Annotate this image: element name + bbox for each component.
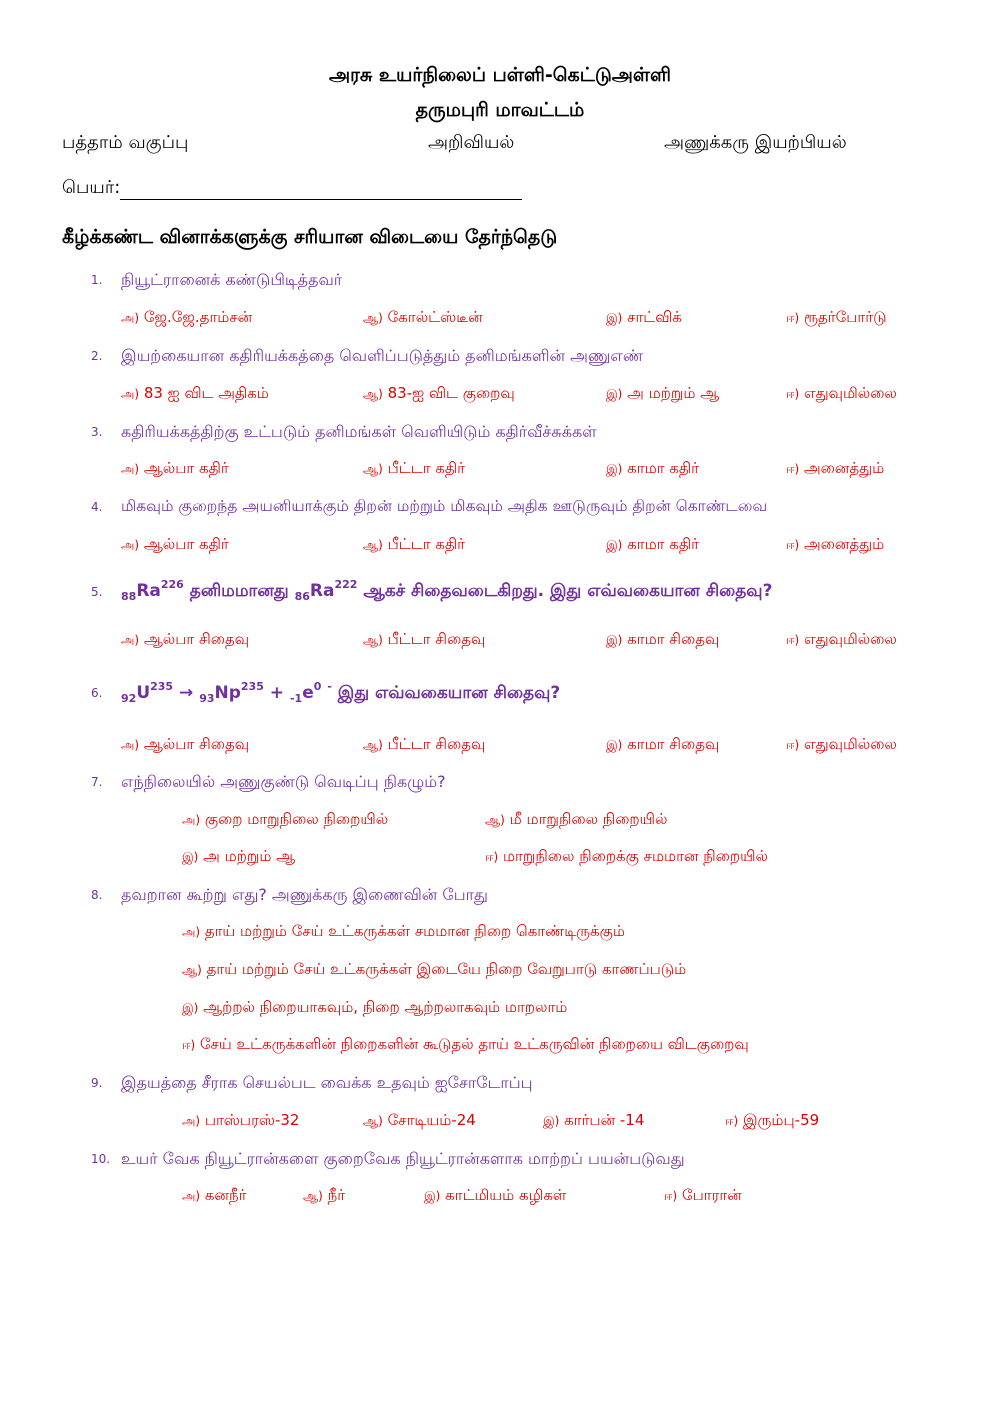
question-text: தவறான கூற்று எது? அணுக்கரு இணைவின் போது	[121, 885, 488, 904]
option-a[interactable]: அ) ஆல்பா சிதைவு	[121, 735, 250, 753]
name-blank-line[interactable]	[120, 183, 522, 200]
question-text: $_{92}U^{235} \to _{93}Np^{235} + _{-1}e^0$ - இது எவ்வகையான சிதைவு?	[121, 680, 561, 705]
option-b[interactable]: ஆ) பீட்டா கதிர்	[363, 459, 466, 477]
name-field[interactable]	[62, 177, 522, 200]
option-d[interactable]: ஈ) போரான்	[664, 1186, 742, 1204]
option-a[interactable]: அ) ஆல்பா கதிர்	[121, 535, 229, 553]
question-text: கதிரியக்கத்திற்கு உட்படும் தனிமங்கள் வெளியிடும் கதிர்வீச்சுக்கள்	[121, 422, 597, 441]
option-c[interactable]: இ) காமா கதிர்	[606, 535, 699, 553]
option-c[interactable]: இ) காமா சிதைவு	[606, 630, 720, 648]
name-label: பெயர்:	[62, 177, 121, 198]
topic-label: அணுக்கரு இயற்பியல்	[664, 132, 847, 153]
option-d[interactable]: ஈ) அனைத்தும்	[786, 535, 885, 553]
option-d[interactable]: ஈ) அனைத்தும்	[786, 459, 885, 477]
question-number: 5.	[91, 585, 103, 599]
option-c[interactable]: இ) சாட்விக்	[606, 308, 682, 326]
option-b[interactable]: ஆ) 83-ஐ விட குறைவு	[363, 384, 515, 402]
option-d[interactable]: ஈ) எதுவுமில்லை	[786, 384, 897, 402]
question-text: இதயத்தை சீராக செயல்பட வைக்க உதவும் ஐசோடோப்பு	[121, 1073, 533, 1092]
instruction: கீழ்க்கண்ட வினாக்களுக்கு சரியான விடையை தேர்ந்தெடு	[62, 226, 558, 248]
option-c[interactable]: இ) அ மற்றும் ஆ	[606, 384, 720, 402]
question-text: நியூட்ரானைக் கண்டுபிடித்தவர்	[121, 270, 343, 289]
option-b[interactable]: ஆ) கோல்ட்ஸ்டீன்	[363, 308, 483, 326]
option-a[interactable]: அ) ஆல்பா கதிர்	[121, 459, 229, 477]
option-a[interactable]: அ) கனநீர்	[182, 1186, 247, 1204]
option-c[interactable]: இ) காமா சிதைவு	[606, 735, 720, 753]
school-name: அரசு உயர்நிலைப் பள்ளி-கெட்டுஅள்ளி	[328, 64, 672, 86]
option-a[interactable]: அ) தாய் மற்றும் சேய் உட்கருக்கள் சமமான நிறை கொண்டிருக்கும்	[182, 922, 625, 940]
option-b[interactable]: ஆ) நீர்	[303, 1186, 346, 1204]
question-number: 10.	[91, 1152, 111, 1166]
option-d[interactable]: ஈ) சேய் உட்கருக்களின் நிறைகளின் கூடுதல் தாய் உட்கருவின் நிறையை விடகுறைவு	[182, 1035, 749, 1053]
option-b[interactable]: ஆ) பீட்டா சிதைவு	[363, 630, 486, 648]
option-a[interactable]: அ) பாஸ்பரஸ்-32	[182, 1111, 300, 1129]
option-c[interactable]: இ) காமா கதிர்	[606, 459, 699, 477]
option-a[interactable]: அ) குறை மாறுநிலை நிறையில்	[182, 810, 389, 828]
question-number: 1.	[91, 273, 103, 287]
question-text: உயர் வேக நியூட்ரான்களை குறைவேக நியூட்ரான்களாக மாற்றப் பயன்படுவது	[121, 1149, 685, 1168]
option-d[interactable]: ஈ) இரும்பு-59	[725, 1111, 820, 1129]
option-b[interactable]: ஆ) பீட்டா கதிர்	[363, 535, 466, 553]
district-name: தருமபுரி மாவட்டம்	[415, 99, 585, 121]
option-d[interactable]: ஈ) எதுவுமில்லை	[786, 735, 897, 753]
option-c[interactable]: இ) ஆற்றல் நிறையாகவும், நிறை ஆற்றலாகவும் மாறலாம்	[182, 998, 568, 1016]
option-d[interactable]: ஈ) ரூதர்போர்டு	[786, 308, 887, 326]
option-a[interactable]: அ) 83 ஐ விட அதிகம்	[121, 384, 269, 402]
option-c[interactable]: இ) காட்மியம் கழிகள்	[424, 1186, 567, 1204]
option-b[interactable]: ஆ) பீட்டா சிதைவு	[363, 735, 486, 753]
option-d[interactable]: ஈ) எதுவுமில்லை	[786, 630, 897, 648]
question-number: 8.	[91, 888, 103, 902]
question-number: 2.	[91, 349, 103, 363]
subject-label: அறிவியல்	[428, 132, 515, 153]
grade-label: பத்தாம் வகுப்பு	[62, 132, 189, 153]
question-number: 4.	[91, 500, 103, 514]
option-b[interactable]: ஆ) தாய் மற்றும் சேய் உட்கருக்கள் இடையே நிறை வேறுபாடு காணப்படும்	[182, 960, 687, 978]
question-number: 3.	[91, 425, 103, 439]
option-a[interactable]: அ) ஜே.ஜே.தாம்சன்	[121, 308, 253, 326]
option-d[interactable]: ஈ) மாறுநிலை நிறைக்கு சமமான நிறையில்	[485, 847, 768, 865]
question-number: 7.	[91, 775, 103, 789]
question-text: எந்நிலையில் அணுகுண்டு வெடிப்பு நிகழும்?	[121, 772, 446, 791]
option-b[interactable]: ஆ) மீ மாறுநிலை நிறையில்	[485, 810, 668, 828]
question-text: $_{88}Ra^{226}$ தனிமமானது $_{86}Ra^{222}$ ஆகச் சிதைவடைகிறது. இது எவ்வகையான சிதைவு?	[121, 578, 773, 603]
question-number: 9.	[91, 1076, 103, 1090]
option-b[interactable]: ஆ) சோடியம்-24	[363, 1111, 476, 1129]
option-a[interactable]: அ) ஆல்பா சிதைவு	[121, 630, 250, 648]
question-text: மிகவும் குறைந்த அயனியாக்கும் திறன் மற்றும் மிகவும் அதிக ஊடுருவும் திறன் கொண்டவை	[121, 497, 768, 515]
question-number: 6.	[91, 686, 103, 700]
option-c[interactable]: இ) அ மற்றும் ஆ	[182, 847, 296, 865]
option-c[interactable]: இ) கார்பன் -14	[543, 1111, 645, 1129]
question-text: இயற்கையான கதிரியக்கத்தை வெளிப்படுத்தும் தனிமங்களின் அணுஎண்	[121, 346, 644, 365]
